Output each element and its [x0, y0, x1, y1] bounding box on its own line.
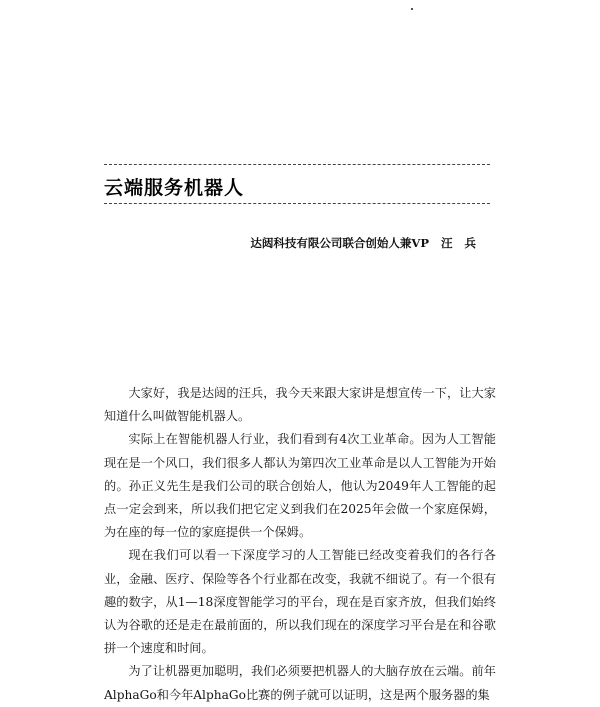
title-rule-bottom — [104, 203, 490, 204]
page-mark — [411, 8, 413, 10]
paragraph: 实际上在智能机器人行业，我们看到有4次工业革命。因为人工智能现在是一个风口，我们很多人都认为第四次工业革命是以人工智能为开始的。孙正义先生是我们公司的联合创始人，他认为2049年人工智能的起点一定会到来，所以我们把它定义到我们在2025年会做一个家庭保姆，为在座的每一位的家庭提供一个保姆。 — [104, 432, 496, 540]
author-position: 达闼科技有限公司联合创始人兼VP — [250, 236, 429, 250]
title-rule-top — [104, 164, 490, 165]
article-body — [104, 382, 496, 707]
paragraph: 为了让机器更加聪明，我们必须要把机器人的大脑存放在云端。前年AlphaGo和今年AlphaGo比赛的例子就可以证明，这是两个服务器的集 — [104, 664, 496, 702]
paragraph: 现在我们可以看一下深度学习的人工智能已经改变着我们的各行各业，金融、医疗、保险等各个行业都在改变，我就不细说了。有一个很有趣的数字，从1—18深度智能学习的平台，现在是百家齐放，但我们始终认为谷歌的还是走在最前面的，所以我们现在的深度学习平台是在和谷歌拼一个速度和时间。 — [104, 548, 496, 656]
paragraph: 大家好，我是达闼的汪兵，我今天来跟大家讲是想宣传一下，让大家知道什么叫做智能机器人。 — [104, 386, 496, 424]
author-name: 汪兵 — [441, 236, 488, 250]
author-byline — [250, 235, 488, 251]
article-title: 云端服务机器人 — [104, 177, 245, 199]
